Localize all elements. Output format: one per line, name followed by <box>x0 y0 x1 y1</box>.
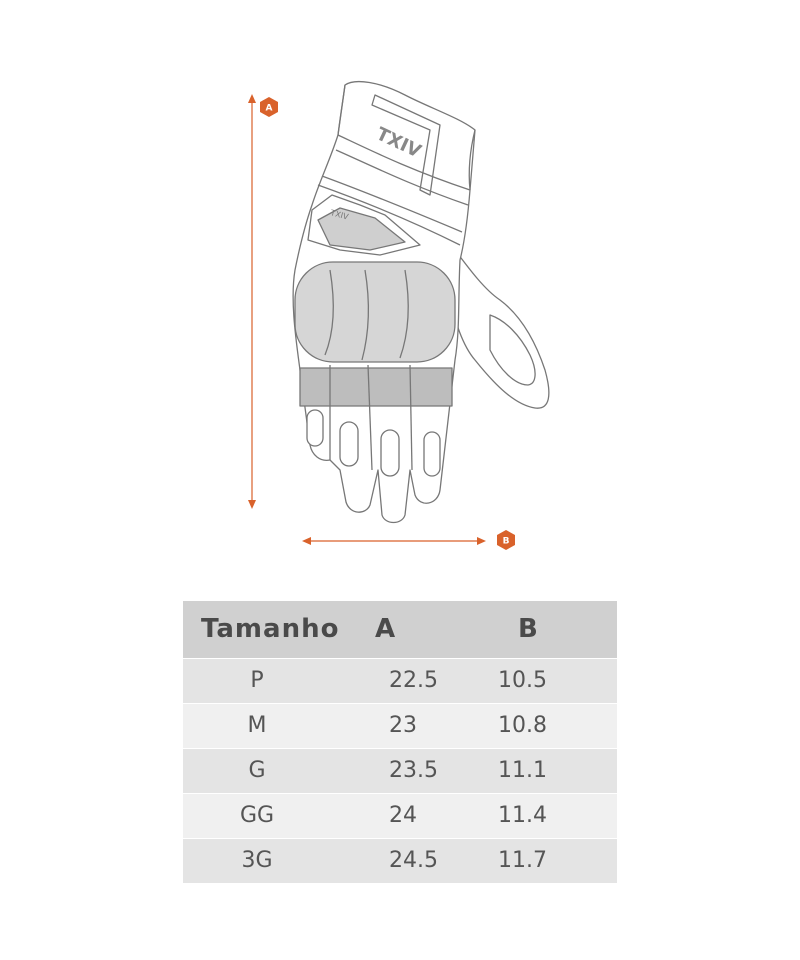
size-cell: P <box>250 668 264 693</box>
glove-illustration <box>293 82 549 523</box>
knuckle-pad <box>295 262 455 362</box>
a-cell: 23 <box>389 713 417 738</box>
b-cell: 10.5 <box>498 668 547 693</box>
marker-b-badge <box>497 530 515 550</box>
size-cell: G <box>248 758 266 783</box>
size-table <box>183 601 617 883</box>
measure-a <box>248 94 278 509</box>
table-row <box>183 748 617 793</box>
size-cell: 3G <box>241 848 273 874</box>
measure-b <box>302 530 515 550</box>
header-a: A <box>375 614 397 645</box>
marker-b-label: B <box>502 536 510 547</box>
size-cell: GG <box>239 803 275 828</box>
table-row <box>183 838 617 883</box>
size-cell: M <box>247 713 267 738</box>
a-cell: 23.5 <box>389 758 438 783</box>
table-row <box>183 703 617 748</box>
glove-brand-text: TXIV <box>372 123 425 163</box>
b-cell: 11.4 <box>498 803 547 828</box>
svg-text:TXIV: TXIV <box>329 208 350 222</box>
a-cell: 24.5 <box>389 848 438 874</box>
a-cell: 24 <box>389 803 417 828</box>
header-b: B <box>518 614 539 645</box>
table-header-row <box>183 601 617 658</box>
b-cell: 11.7 <box>498 848 547 874</box>
table-row <box>183 658 617 703</box>
marker-a-badge <box>260 97 278 117</box>
glove-thumb <box>450 250 549 408</box>
header-size: Tamanho <box>201 614 340 645</box>
table-row <box>183 793 617 838</box>
b-cell: 10.8 <box>498 713 547 738</box>
marker-a-label: A <box>265 103 273 114</box>
b-cell: 11.1 <box>498 758 547 783</box>
a-cell: 22.5 <box>389 668 438 693</box>
